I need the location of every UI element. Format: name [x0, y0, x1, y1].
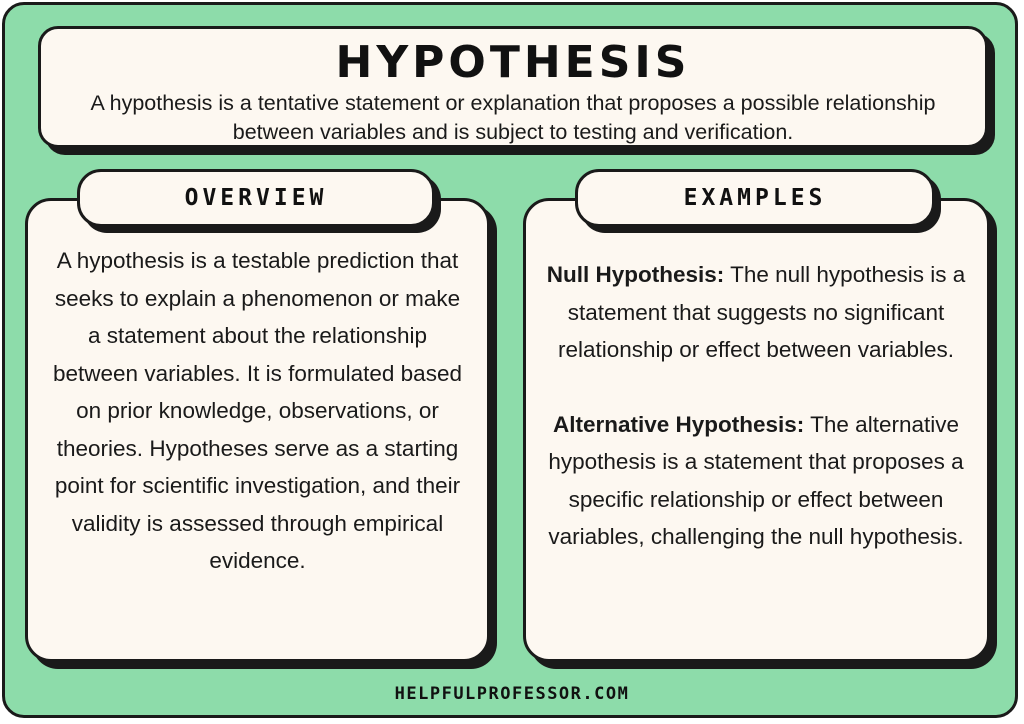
definition-text: A hypothesis is a tentative statement or explanation that proposes a possible relationship between variables and is subject to testing and verification. — [90, 91, 936, 144]
examples-heading: EXAMPLES — [575, 169, 935, 227]
example-item-alternative — [540, 406, 972, 556]
example-term: Null Hypothesis: — [546, 262, 725, 287]
overview-text: A hypothesis is a testable prediction that seeks to explain a phenomenon or make a statement about the relationship between variables. It is formulated based on prior knowledge, observations, or theories. Hypotheses serve as a starting point for scientific investigation, and their validity is assessed through empirical evidence. — [53, 248, 462, 573]
example-description: The alternative hypothesis is a statement that proposes a specific relationship or effect between variables, challenging the null hypothesis. — [548, 411, 964, 549]
example-description: The null hypothesis is a statement that suggests no significant relationship or effect between variables. — [557, 262, 966, 362]
page-title: HYPOTHESIS — [335, 37, 691, 88]
site-credit: HELPFULPROFESSOR.COM — [394, 684, 630, 704]
example-term: Alternative Hypothesis: — [552, 411, 805, 437]
example-item-null — [540, 256, 972, 369]
header-card — [38, 26, 988, 148]
examples-list — [540, 256, 972, 556]
overview-heading: OVERVIEW — [77, 169, 435, 227]
